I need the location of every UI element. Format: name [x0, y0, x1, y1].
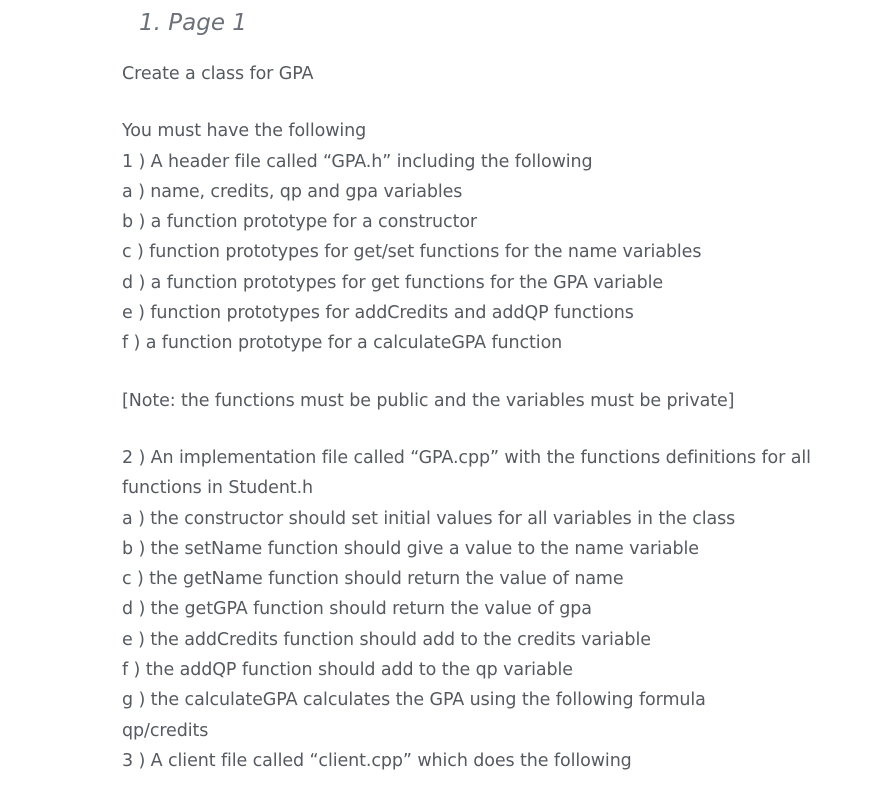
list-item: e ) the addCredits function should add to the credits variable — [122, 629, 651, 650]
document-body — [122, 59, 842, 776]
list-item: 2 ) An implementation file called “GPA.cpp” with the functions definitions for all functions in Student.h — [122, 447, 811, 499]
list-item: f ) a function prototype for a calculateGPA function — [122, 333, 563, 354]
list-item: g ) the calculateGPA calculates the GPA using the following formula — [122, 690, 706, 711]
list-item: b ) the setName function should give a value to the name variable — [122, 538, 699, 559]
spacer — [122, 89, 842, 116]
spacer — [122, 416, 842, 443]
list-item: a ) name, credits, qp and gpa variables — [122, 181, 463, 202]
intro-text: Create a class for GPA — [122, 64, 314, 84]
page-title: 1. Page 1 — [139, 10, 247, 36]
list-item: f ) the addQP function should add to the qp variable — [122, 660, 573, 681]
list-item: b ) a function prototype for a constructor — [122, 212, 478, 233]
list-item: e ) function prototypes for addCredits and addQP functions — [122, 303, 634, 324]
list-item: d ) the getGPA function should return the value of gpa — [122, 599, 592, 620]
list-item: c ) the getName function should return the value of name — [122, 569, 624, 590]
requirements-section-2 — [122, 443, 842, 776]
spacer — [122, 359, 842, 386]
list-item: 3 ) A client file called “client.cpp” which does the following — [122, 750, 632, 771]
requirements-section-1 — [122, 116, 842, 358]
list-item: d ) a function prototypes for get functions for the GPA variable — [122, 272, 664, 293]
list-item: a ) the constructor should set initial values for all variables in the class — [122, 508, 736, 529]
list-item: 1 ) A header file called “GPA.h” including the following — [122, 151, 593, 172]
section-lead: You must have the following — [122, 121, 367, 142]
note-text: [Note: the functions must be public and the variables must be private] — [122, 390, 735, 411]
formula-text: qp/credits — [122, 720, 209, 741]
list-item: c ) function prototypes for get/set functions for the name variables — [122, 242, 702, 263]
